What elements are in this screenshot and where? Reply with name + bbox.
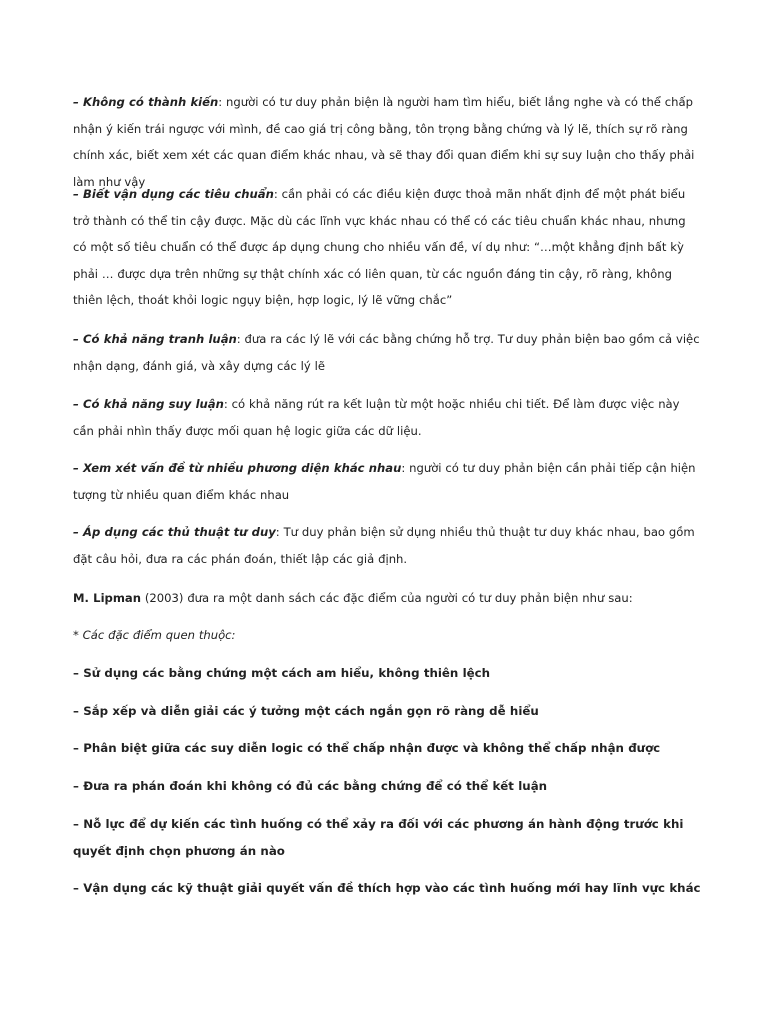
paragraph-no-prejudice — [73, 89, 701, 195]
paragraph-body: : cần phải có các điều kiện được thoả mãn nhất định để một phát biểu trở thành có thể tin cậy được. Mặc dù các lĩnh vực khác nhau có thể có các tiêu chuẩn khác nhau, nhưng có một số tiêu chuẩn có thể được áp dụng chung cho nhiều vấn đề, ví dụ như: “…một khẳng định bất kỳ phải … được dựa trên những sự thật chính xác có liên quan, từ các nguồn đáng tin cậy, rõ ràng, không thiên lệch, thoát khỏi logic ngụy biện, hợp logic, lý lẽ vững chắc” — [73, 187, 686, 307]
paragraph-body: : Tư duy phản biện sử dụng nhiều thủ thuật tư duy khác nhau, bao gồm đặt câu hỏi, đưa ra các phán đoán, thiết lập các giả định. — [73, 525, 695, 566]
paragraph-lipman — [73, 585, 701, 612]
familiar-trait-item: – Sắp xếp và diễn giải các ý tưởng một cách ngắn gọn rõ ràng dễ hiểu — [73, 704, 539, 718]
paragraph-body: : người có tư duy phản biện là người ham tìm hiểu, biết lắng nghe và có thể chấp nhận ý kiến trái ngược với mình, đề cao giá trị công bằng, tôn trọng bằng chứng và lý lẽ, thích sự rõ ràng chính xác, biết xem xét các quan điểm khác nhau, và sẽ thay đổi quan điểm khi sự suy luận cho thấy phải làm như vậy — [73, 95, 695, 189]
author-name: M. Lipman — [73, 591, 141, 605]
paragraph-inference — [73, 391, 701, 444]
paragraph-lead: – Có khả năng suy luận — [73, 397, 224, 411]
familiar-trait-item: – Nỗ lực để dự kiến các tình huống có thể xảy ra đối với các phương án hành động trước khi quyết định chọn phương án nào — [73, 817, 684, 858]
paragraph-multiple-perspectives — [73, 455, 701, 508]
familiar-trait-item: – Phân biệt giữa các suy diễn logic có thể chấp nhận được và không thể chấp nhận được — [73, 741, 661, 755]
paragraph-argumentation — [73, 326, 701, 379]
familiar-trait-item: – Vận dụng các kỹ thuật giải quyết vấn đề thích hợp vào các tình huống mới hay lĩnh vực khác — [73, 881, 701, 895]
paragraph-lead: – Có khả năng tranh luận — [73, 332, 237, 346]
familiar-trait-item: – Đưa ra phán đoán khi không có đủ các bằng chứng để có thể kết luận — [73, 779, 548, 793]
paragraph-lead: – Không có thành kiến — [73, 95, 219, 109]
paragraph-thinking-techniques — [73, 519, 701, 572]
paragraph-apply-criteria — [73, 181, 701, 314]
paragraph-body: : có khả năng rút ra kết luận từ một hoặc nhiều chi tiết. Để làm được việc này cần phải nhìn thấy được mối quan hệ logic giữa các dữ liệu. — [73, 397, 680, 438]
paragraph-body: : đưa ra các lý lẽ với các bằng chứng hỗ trợ. Tư duy phản biện bao gồm cả việc nhận dạng, đánh giá, và xây dựng các lý lẽ — [73, 332, 700, 373]
paragraph-body: (2003) đưa ra một danh sách các đặc điểm của người có tư duy phản biện như sau: — [141, 591, 633, 605]
paragraph-lead: – Xem xét vấn đề từ nhiều phương diện khác nhau — [73, 461, 402, 475]
paragraph-body: : người có tư duy phản biện cần phải tiếp cận hiện tượng từ nhiều quan điểm khác nhau — [73, 461, 696, 502]
familiar-traits-heading: * Các đặc điểm quen thuộc: — [73, 628, 236, 642]
paragraph-lead: – Biết vận dụng các tiêu chuẩn — [73, 187, 274, 201]
paragraph-lead: – Áp dụng các thủ thuật tư duy — [73, 525, 276, 539]
familiar-trait-item: – Sử dụng các bằng chứng một cách am hiểu, không thiên lệch — [73, 666, 491, 680]
